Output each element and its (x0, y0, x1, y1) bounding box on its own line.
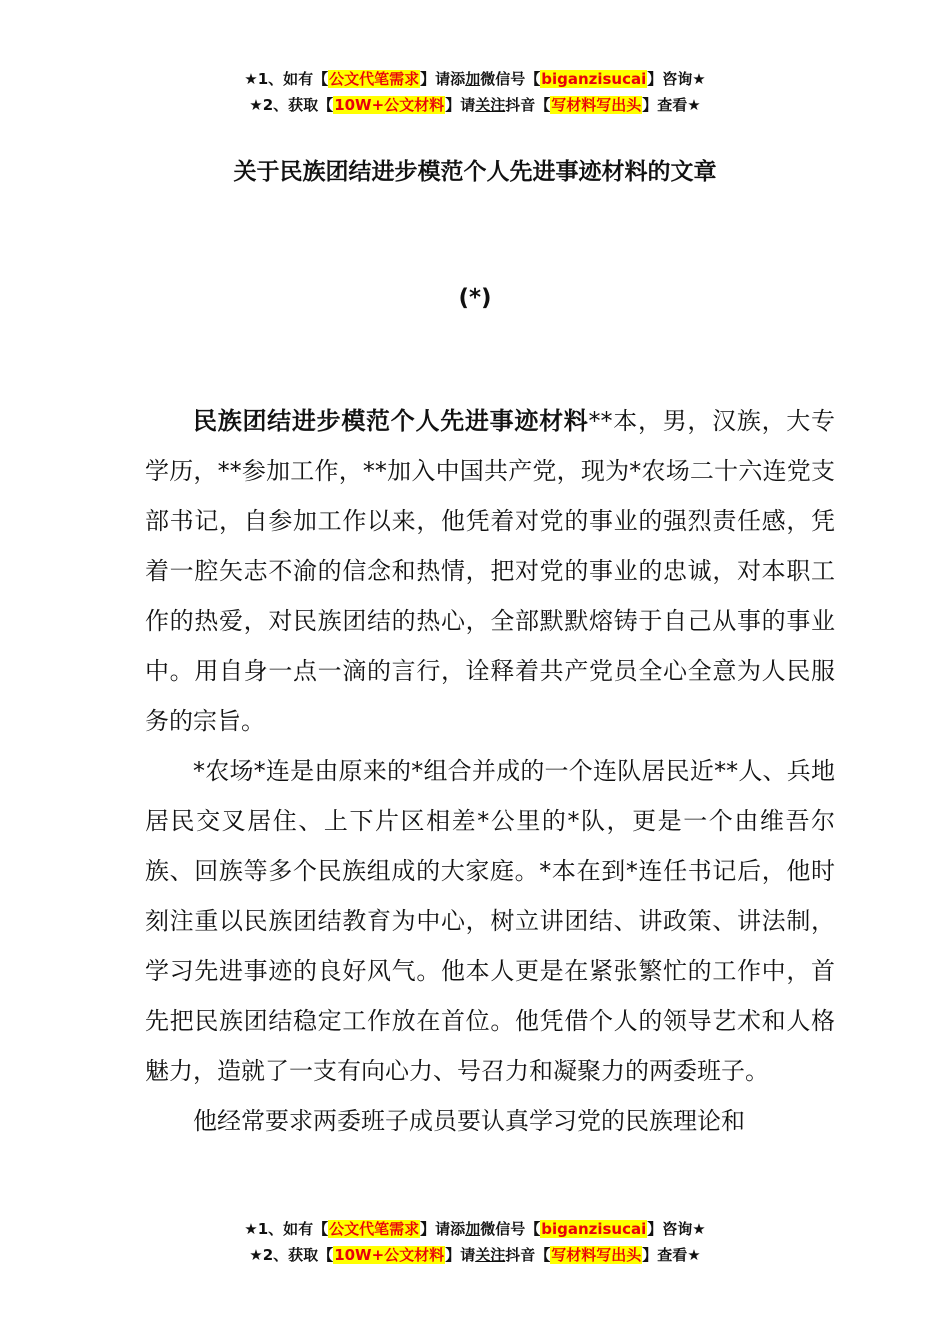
banner-text: 】请 (445, 1246, 476, 1264)
banner-text: 】咨询★ (647, 1220, 706, 1238)
banner-highlight: 写材料写出头 (551, 96, 642, 114)
banner-text: ★1、如有【 (244, 1220, 329, 1238)
document-body (145, 396, 835, 1146)
banner-text: 微信号【 (480, 1220, 541, 1238)
banner-highlight: 公文代笔需求 (329, 70, 420, 88)
banner-line-2 (0, 92, 950, 118)
document-title: 关于民族团结进步模范个人先进事迹材料的文章 (233, 159, 717, 185)
header-banner (0, 66, 950, 118)
banner-text: 】请 (445, 96, 476, 114)
banner-text: ★2、获取【 (249, 96, 334, 114)
banner-underlined: 加 (465, 70, 481, 88)
banner-text: 抖音【 (505, 1246, 551, 1264)
banner-text: 】请添 (420, 70, 466, 88)
banner-text: ★1、如有【 (244, 70, 329, 88)
banner-highlight: 写材料写出头 (551, 1246, 642, 1264)
paragraph-text: **本，男，汉族，大专学历，**参加工作，**加入中国共产党，现为*农场二十六连党支部书记，自参加工作以来，他凭着对党的事业的强烈责任感，凭着一腔矢志不渝的信念和热情，把对党的事业的忠诚，对本职工作的热爱，对民族团结的热心，全部默默熔铸于自己从事的事业中。用自身一点一滴的言行，诠释着共产党员全心全意为人民服务的宗旨。 (145, 407, 836, 735)
paragraph-lead: 民族团结进步模范个人先进事迹材料 (193, 407, 589, 435)
footer-banner (0, 1216, 950, 1268)
banner-highlight: 公文代笔需求 (329, 1220, 420, 1238)
paragraph-2: *农场*连是由原来的*组合并成的一个连队居民近**人、兵地居民交叉居住、上下片区相差*公里的*队，更是一个由维吾尔族、回族等多个民族组成的大家庭。*本在到*连任书记后，他时刻注重以民族团结教育为中心，树立讲团结、讲政策、讲法制，学习先进事迹的良好风气。他本人更是在紧张繁忙的工作中，首先把民族团结稳定工作放在首位。他凭借个人的领导艺术和人格魅力，造就了一支有向心力、号召力和凝聚力的两委班子。 (145, 757, 835, 1085)
banner-text: 微信号【 (480, 70, 541, 88)
banner-text: 】咨询★ (647, 70, 706, 88)
banner-highlight: biganzisucai (541, 1220, 647, 1238)
paragraph-3: 他经常要求两委班子成员要认真学习党的民族理论和 (193, 1107, 745, 1135)
banner-text: 】查看★ (642, 1246, 701, 1264)
banner-highlight: 10W+公文材料 (334, 96, 445, 114)
banner-text: ★2、获取【 (249, 1246, 334, 1264)
banner-text: 】请添 (420, 1220, 466, 1238)
banner-line-2 (0, 1242, 950, 1268)
paragraph-1 (145, 396, 835, 746)
banner-highlight: 10W+公文材料 (334, 1246, 445, 1264)
banner-underlined: 关注 (475, 1246, 506, 1264)
banner-text: 】查看★ (642, 96, 701, 114)
banner-text: 抖音【 (505, 96, 551, 114)
banner-highlight: biganzisucai (541, 70, 647, 88)
banner-underlined: 关注 (475, 96, 506, 114)
banner-underlined: 加 (465, 1220, 481, 1238)
banner-line-1 (0, 1216, 950, 1242)
banner-line-1 (0, 66, 950, 92)
document-subtitle: (*) (458, 285, 492, 311)
